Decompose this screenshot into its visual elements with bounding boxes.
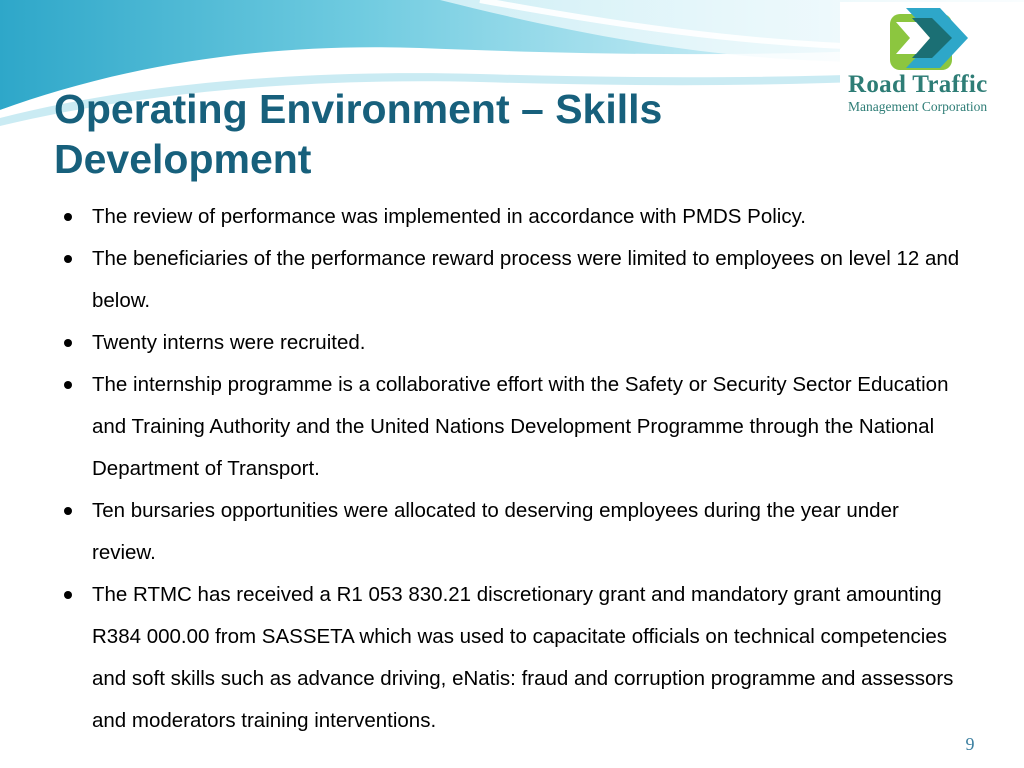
bullet-text: Ten bursaries opportunities were allocated to deserving employees during the year under review. [92, 499, 899, 564]
page-number: 9 [965, 734, 975, 754]
bullet-text: The review of performance was implemented in accordance with PMDS Policy. [92, 205, 806, 228]
bullet-item [62, 364, 967, 490]
bullet-item [62, 196, 967, 238]
bullet-item [62, 490, 967, 574]
chevron-arrow-icon [876, 2, 986, 74]
bullet-text: The beneficiaries of the performance reward process were limited to employees on level 12 and below. [92, 247, 960, 312]
bullet-text: Twenty interns were recruited. [92, 331, 366, 354]
bullet-item [62, 574, 967, 742]
bullet-text: The internship programme is a collaborative effort with the Safety or Security Sector Education and Training Authority and the United Nations Development Programme through the National Department of Transport. [92, 373, 949, 480]
bullet-dot-icon [64, 255, 72, 263]
logo-title: Road Traffic [848, 71, 988, 98]
slide-title: Operating Environment – Skills Development [54, 86, 663, 182]
bullet-dot-icon [64, 591, 72, 599]
bullet-dot-icon [64, 381, 72, 389]
rtmc-logo [840, 2, 1024, 120]
bullet-item [62, 238, 967, 322]
bullet-dot-icon [64, 339, 72, 347]
bullet-dot-icon [64, 507, 72, 515]
bullet-text: The RTMC has received a R1 053 830.21 discretionary grant and mandatory grant amounting R384 000.00 from SASSETA which was used to capacitate officials on technical competencies and soft skills such as advance driving, eNatis: fraud and corruption programme and assessors and moderators training interventions. [92, 583, 954, 732]
bullet-list [62, 196, 967, 742]
bullet-dot-icon [64, 213, 72, 221]
logo-subtitle: Management Corporation [848, 99, 988, 114]
bullet-item [62, 322, 967, 364]
